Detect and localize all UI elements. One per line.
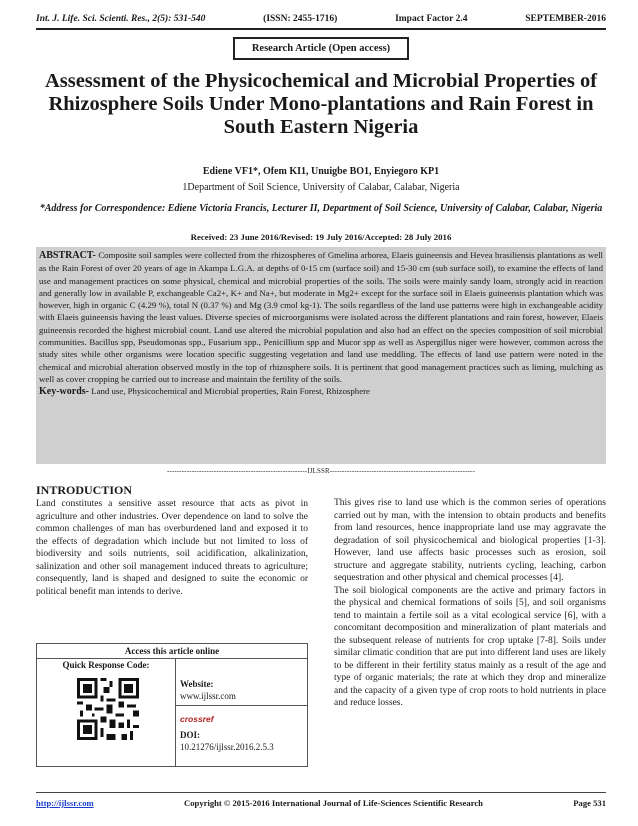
copyright-notice: Copyright © 2015-2016 International Journal of Life-Sciences Scientific Research — [184, 798, 483, 808]
issue-date: SEPTEMBER-2016 — [525, 14, 606, 24]
qr-code-icon[interactable] — [77, 678, 139, 740]
footer-rule — [36, 792, 606, 793]
crossref-logo: crossref — [180, 714, 214, 724]
keywords-line — [39, 385, 603, 398]
website-link[interactable]: www.ijlssr.com — [180, 691, 236, 701]
page-number: Page 531 — [573, 798, 606, 808]
running-header — [36, 14, 606, 24]
authors-text: Ediene VF1*, Ofem KI1, Unuigbe BO1, Enyiegoro KP1 — [202, 166, 440, 177]
table-divider — [175, 658, 176, 766]
page-footer — [36, 798, 606, 808]
intro-left-paragraph: Land constitutes a sensitive asset resource that acts as pivot in agriculture and other industries. Over dependence on land to solve the common challenges of man has overburdened land and exposed it to the effects of degradation which include but not limited to loss of biodiversity and soils nutrients, soil acidification, alkalinization, salinization and other soil management induced threats to agriculture; consequently, land is shaped and designed to suite the economic or political benefit man intends to derive. — [36, 499, 308, 597]
table-row-divider — [176, 705, 308, 706]
qr-label: Quick Response Code: — [62, 660, 150, 670]
doi-label: DOI: — [180, 730, 200, 740]
article-type-badge: Research Article (Open access) — [233, 37, 409, 60]
intro-right-paragraph-2: The soil biological components are the active and primary factors in the physical and chemical formations of soils [5], and soil organisms tend to maintain a fertile soil as a vital ecological service [6], with a concomitant decomposition and mineralization of plant materials and the subsequent release of nutrients for crop uptake [7-8]. Soils under similar climatic condition that are put into different land uses are likely to be different in their fertility status mainly as a result of the age and type of organic materials; the rate at which they drop and mineralize and the capacity of a given type of crop roots to hold nutrients in place and reduce losses. — [334, 585, 606, 708]
access-online-table — [36, 643, 308, 767]
abstract-paragraph — [39, 249, 603, 385]
abstract-text: Composite soil samples were collected from the rhizospheres of Gmelina arborea, Elaeis guineensis and Hevea brasiliensis plantations as well as the Rain Forest of over 20 years of age in Akampa L.G.A. at depths of 0-15 cm (surface soil) and 15-30 cm (sub surface soil), to examine the effects of land use and management practices on some physical, chemical and microbial properties of the soils. The soils were mainly sandy loam, strongly acid in reaction and generally low in available P, exchangeable Ca2+, K+ and Na+, but moderate in Mg2+ except for the surface soil in Elaeis guineensis plantation which was however, high in organic C (4.29 %), total N (0.37 %) and Mg (3.9 cmol kg-1). The soils regardless of the land use patterns were high in exchangeable acidity with Elaeis guineensis having the least values. Diverse species of microorganisms were isolated across the different plantations and rain forest, however, Elaeis guineensis recorded the highest microbial count. Land use altered the microbial population and also had an effect on the species composition of soil microbial communities. Bacillus spp, Pseudomonas spp., Fusarium spp., Penicillium spp and Mucor spp as well as Aspergillus niger were however, common across the study sites while other organisms were location specific suggesting vegetation and land use meddling. The effects of land use pattern were noted in the chemical and microbial alteration observed mostly in the top of rhizosphere soils. It is pertinent that good management practices such as liming, mulching as well as cover cropping be carried out to increase and maintain the fertility of the soils. — [39, 250, 603, 384]
impact-factor: Impact Factor 2.4 — [395, 14, 468, 24]
keywords-text: Land use, Physicochemical and Microbial properties, Rain Forest, Rhizosphere — [91, 386, 370, 397]
correspondence-address: *Address for Correspondence: Ediene Victoria Francis, Lecturer II, Department of Soil Science, University of Calabar, Calabar, Nigeria — [39, 203, 603, 214]
author-list — [36, 166, 606, 177]
affiliation: 1Department of Soil Science, University of Calabar, Calabar, Nigeria — [182, 182, 460, 193]
abstract-box — [36, 247, 606, 464]
journal-citation: Int. J. Life. Sci. Scienti. Res., 2(5): 531-540 — [36, 14, 206, 24]
header-rule — [36, 28, 606, 30]
access-table-heading: Access this article online — [37, 644, 307, 659]
submission-dates: Received: 23 June 2016/Revised: 19 July 2016/Accepted: 28 July 2016 — [190, 232, 452, 242]
website-label: Website: — [180, 679, 214, 689]
section-separator: ---------------------------------------------------------IJLSSR----------------------------------------------------------- — [166, 468, 476, 475]
issn: (ISSN: 2455-1716) — [263, 14, 338, 24]
introduction-heading: INTRODUCTION — [36, 483, 133, 497]
keywords-label: Key-words- — [39, 386, 89, 398]
intro-right-paragraph-1: This gives rise to land use which is the common series of operations carried out by man, with the intension to obtain products and benefits from land resources, hence inappropriate land use may aggravate the degradation of soil physicochemical and biological properties [1-3]. However, land use affects basic processes such as erosion, soil structure and aggregate stability, nutrients cycling, leaching, carbon sequestration and other physical and chemical processes [4]. — [334, 498, 606, 583]
doi-value[interactable]: 10.21276/ijlssr.2016.2.5.3 — [180, 742, 274, 752]
journal-url-link[interactable]: http://ijlssr.com — [36, 798, 94, 808]
paper-title: Assessment of the Physicochemical and Microbial Properties of Rhizosphere Soils Under Mono-plantations and Rain Forest in South Eastern Nigeria — [44, 70, 598, 138]
intro-right-column — [334, 497, 606, 710]
abstract-label: ABSTRACT- — [39, 250, 96, 261]
